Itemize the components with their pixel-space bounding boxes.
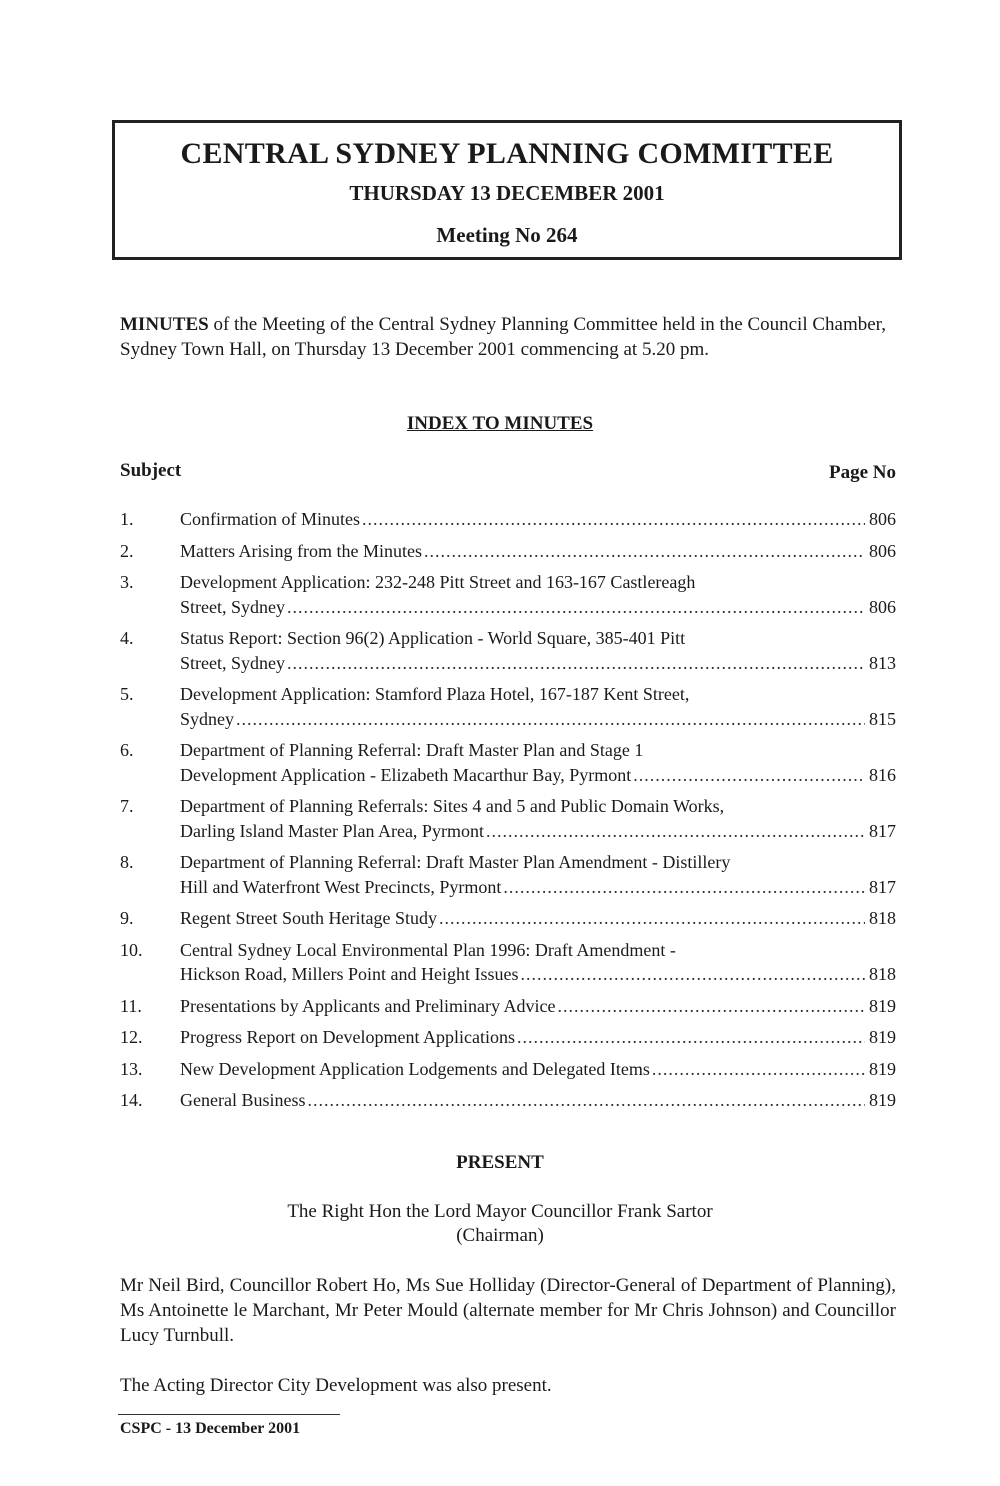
index-item: [120, 682, 896, 731]
index-item-subject: Sydney: [180, 708, 234, 729]
dot-leader: [362, 507, 865, 532]
dot-leader: [633, 763, 865, 788]
chairman-name: The Right Hon the Lord Mayor Councillor Frank Sartor: [287, 1201, 713, 1222]
footer-rule: [118, 1414, 340, 1415]
index-item-page: 819: [869, 1090, 896, 1110]
index-item-subject: Matters Arising from the Minutes: [180, 540, 422, 561]
page-column-label: Page No: [828, 462, 896, 483]
index-item-number: 1.: [120, 509, 134, 529]
index-item-body: [180, 1088, 896, 1113]
meeting-date: THURSDAY 13 DECEMBER 2001: [349, 181, 665, 205]
index-item-number: 11.: [120, 995, 142, 1016]
index-item: [120, 570, 896, 619]
index-item-body: [180, 570, 896, 619]
index-item-subject-line: Department of Planning Referral: Draft Master Plan and Stage 1: [180, 740, 644, 760]
index-item-number: 2.: [120, 540, 134, 561]
index-item-last-line: [180, 763, 896, 788]
index-item-body: [180, 994, 896, 1019]
index-item-last-line: [180, 962, 896, 987]
dot-leader: [486, 819, 865, 844]
index-title: INDEX TO MINUTES: [406, 413, 594, 434]
index-item-subject: Development Application - Elizabeth Macarthur Bay, Pyrmont: [180, 764, 632, 785]
index-item-page: 819: [869, 1027, 896, 1047]
index-item-body: [180, 507, 896, 532]
index-item-number: 13.: [120, 1058, 143, 1079]
dot-leader: [520, 962, 865, 987]
dot-leader: [517, 1025, 865, 1050]
index-item-last-line: [180, 1057, 896, 1082]
chairman-role: (Chairman): [456, 1225, 544, 1246]
index-item-last-line: [180, 651, 896, 676]
index-item-body: [180, 938, 896, 987]
dot-leader: [439, 906, 865, 931]
index-item-number: 10.: [120, 939, 143, 960]
subject-column-label: Subject: [120, 460, 182, 481]
index-item-subject: Confirmation of Minutes: [180, 509, 360, 529]
index-item-number: 12.: [120, 1027, 143, 1047]
index-item-page: 818: [869, 964, 896, 984]
index-item-number: 5.: [120, 684, 134, 704]
index-item: [120, 906, 896, 931]
index-item-number: 8.: [120, 852, 134, 872]
index-item-number: 6.: [120, 740, 134, 760]
index-item-number: 14.: [120, 1090, 143, 1110]
committee-title: CENTRAL SYDNEY PLANNING COMMITTEE: [180, 137, 834, 170]
index-item-page: 818: [869, 908, 896, 928]
index-item-page: 819: [869, 995, 896, 1016]
index-item: [120, 507, 896, 532]
index-item-last-line: [180, 875, 896, 900]
index-item: [120, 738, 896, 787]
index-item-subject: Regent Street South Heritage Study: [180, 908, 437, 928]
index-item-page: 815: [869, 708, 896, 729]
index-item-subject: New Development Application Lodgements and Delegated Items: [180, 1058, 650, 1079]
index-item-last-line: [180, 539, 896, 564]
dot-leader: [287, 651, 865, 676]
index-item: [120, 1088, 896, 1113]
dot-leader: [307, 1088, 865, 1113]
meeting-number: Meeting No 264: [436, 223, 578, 247]
index-item-page: 806: [869, 596, 896, 617]
index-item-body: [180, 850, 896, 899]
index-item-last-line: [180, 819, 896, 844]
index-item-number: 9.: [120, 908, 134, 928]
minutes-intro: [120, 312, 896, 362]
index-item-last-line: [180, 1025, 896, 1050]
index-item-subject-line: Development Application: 232-248 Pitt Street and 163-167 Castlereagh: [180, 572, 696, 592]
dot-leader: [236, 707, 865, 732]
index-item-page: 806: [869, 509, 896, 529]
index-item-page: 819: [869, 1058, 896, 1079]
index-item-body: [180, 1025, 896, 1050]
dot-leader: [287, 595, 865, 620]
index-item-last-line: [180, 994, 896, 1019]
footer-text: CSPC - 13 December 2001: [120, 1420, 301, 1437]
index-item: [120, 1057, 896, 1082]
dot-leader: [424, 539, 865, 564]
dot-leader: [503, 875, 865, 900]
index-item: [120, 994, 896, 1019]
index-item-subject-line: Central Sydney Local Environmental Plan 1996: Draft Amendment -: [180, 939, 676, 960]
index-item: [120, 794, 896, 843]
index-item-body: [180, 738, 896, 787]
header-box: [112, 120, 902, 260]
index-item-subject: General Business: [180, 1090, 306, 1110]
index-item-body: [180, 1057, 896, 1082]
index-item-subject-line: Status Report: Section 96(2) Application - World Square, 385-401 Pitt: [180, 628, 686, 648]
index-item-subject: Presentations by Applicants and Preliminary Advice: [180, 995, 556, 1016]
present-heading: PRESENT: [456, 1152, 544, 1173]
index-item-last-line: [180, 906, 896, 931]
index-item-last-line: [180, 1088, 896, 1113]
dot-leader: [652, 1057, 865, 1082]
index-item: [120, 626, 896, 675]
index-item-subject: Street, Sydney: [180, 596, 285, 617]
minutes-lead: MINUTES: [120, 314, 209, 335]
index-item-body: [180, 626, 896, 675]
attendees-paragraph: Mr Neil Bird, Councillor Robert Ho, Ms Sue Holliday (Director-General of Department of Planning), Ms Antoinette le Marchant, Mr Peter Mould (alternate member for Mr Chris Johnson) and Councillor Lucy Turnbull.: [120, 1275, 896, 1346]
index-item-number: 7.: [120, 796, 134, 816]
index-item-body: [180, 682, 896, 731]
index-item-body: [180, 906, 896, 931]
minutes-intro-text: of the Meeting of the Central Sydney Planning Committee held in the Council Chamber, Sydney Town Hall, on Thursday 13 December 2001 commencing at 5.20 pm.: [120, 314, 886, 360]
index-list: [120, 507, 896, 1120]
index-item-page: 817: [869, 820, 896, 841]
index-item-subject-line: Development Application: Stamford Plaza Hotel, 167-187 Kent Street,: [180, 684, 690, 704]
index-item-number: 3.: [120, 572, 134, 592]
index-item-body: [180, 794, 896, 843]
index-item-subject: Street, Sydney: [180, 652, 285, 673]
index-item-page: 806: [869, 540, 896, 561]
also-present-note: The Acting Director City Development was also present.: [120, 1375, 552, 1396]
index-item-subject-line: Department of Planning Referrals: Sites 4 and 5 and Public Domain Works,: [180, 796, 725, 816]
index-item-body: [180, 539, 896, 564]
index-item-page: 816: [869, 764, 896, 785]
index-item-subject: Hill and Waterfront West Precincts, Pyrmont: [180, 876, 502, 897]
index-item-last-line: [180, 707, 896, 732]
index-item-page: 813: [869, 652, 896, 673]
index-item: [120, 1025, 896, 1050]
index-item-subject: Hickson Road, Millers Point and Height Issues: [180, 964, 519, 984]
index-item-page: 817: [869, 876, 896, 897]
index-item-number: 4.: [120, 628, 134, 648]
index-item-last-line: [180, 595, 896, 620]
index-item: [120, 539, 896, 564]
index-item: [120, 850, 896, 899]
index-item-subject: Progress Report on Development Applications: [180, 1027, 515, 1047]
index-item-subject-line: Department of Planning Referral: Draft Master Plan Amendment - Distillery: [180, 852, 731, 872]
index-item-subject: Darling Island Master Plan Area, Pyrmont: [180, 820, 484, 841]
dot-leader: [557, 994, 865, 1019]
index-item-last-line: [180, 507, 896, 532]
index-item: [120, 938, 896, 987]
